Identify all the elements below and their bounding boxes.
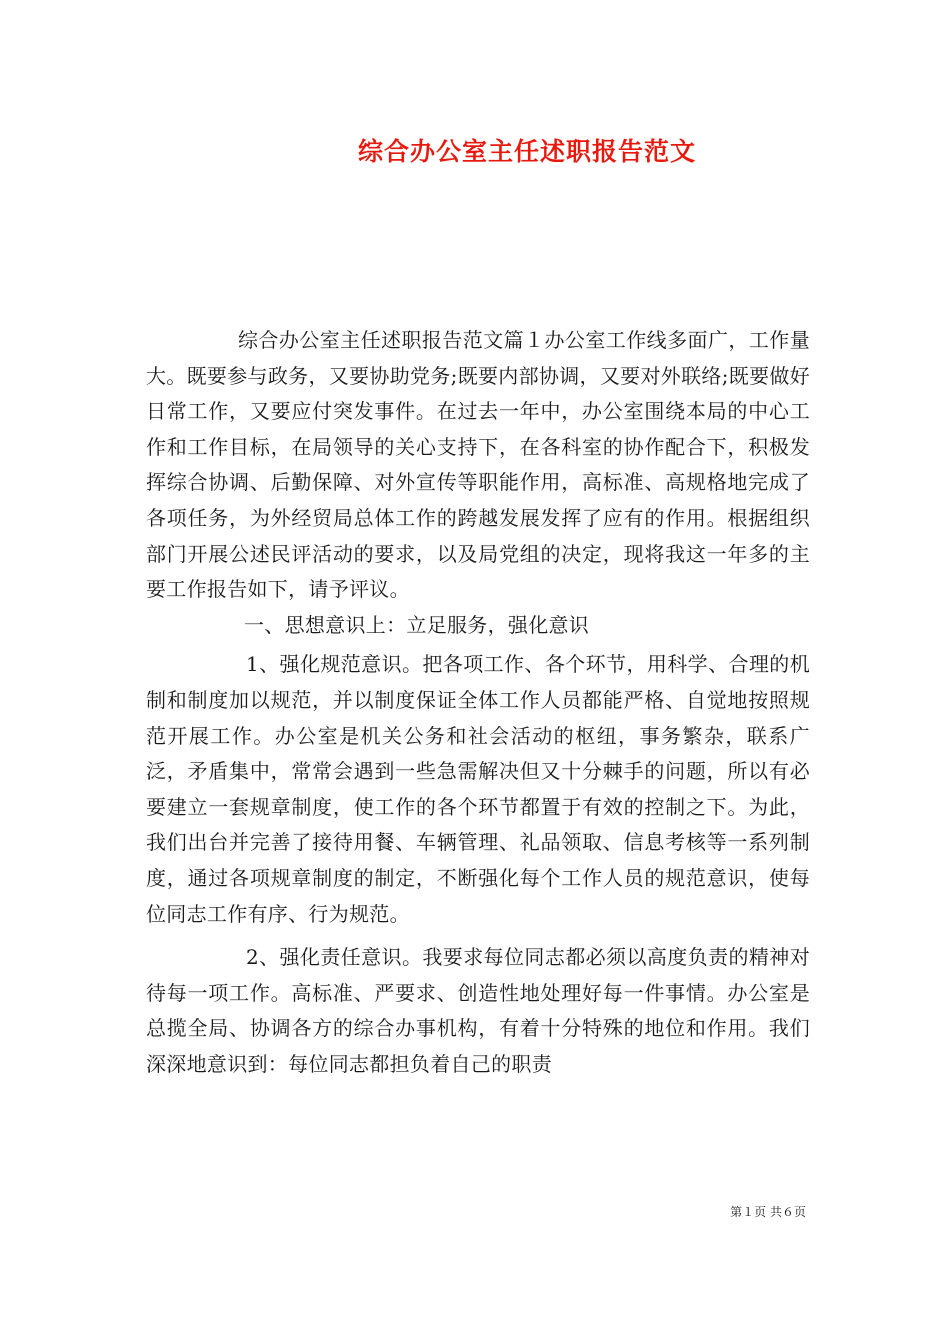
paragraph-item-2: 2、强化责任意识。我要求每位同志都必须以高度负责的精神对待每一项工作。高标准、严要求、创造性地处理好每一件事情。办公室是总揽全局、协调各方的综合办事机构，有着十分特殊的地位和作用。我们深深地意识到：每位同志都担负着自己的职责 bbox=[146, 945, 810, 1076]
document-body bbox=[146, 323, 810, 1082]
paragraph-intro: 综合办公室主任述职报告范文篇１办公室工作线多面广，工作量大。既要参与政务，又要协助党务;既要内部协调，又要对外联络;既要做好日常工作，又要应付突发事件。在过去一年中，办公室围绕本局的中心工作和工作目标，在局领导的关心支持下，在各科室的协作配合下，积极发挥综合协调、后勤保障、对外宣传等职能作用，高标准、高规格地完成了各项任务，为外经贸局总体工作的跨越发展发挥了应有的作用。根据组织部门开展公述民评活动的要求，以及局党组的决定，现将我这一年多的主要工作报告如下，请予评议。 bbox=[146, 328, 810, 602]
document-title: 综合办公室主任述职报告范文 bbox=[357, 137, 696, 166]
section-heading: 一、思想意识上：立足服务，强化意识 bbox=[244, 612, 590, 637]
paragraph-item-1: 1、强化规范意识。把各项工作、各个环节，用科学、合理的机制和制度加以规范，并以制度保证全体工作人员都能严格、自觉地按照规范开展工作。办公室是机关公务和社会活动的枢纽，事务繁杂，联系广泛，矛盾集中，常常会遇到一些急需解决但又十分棘手的问题，所以有必要建立一套规章制度，使工作的各个环节都置于有效的控制之下。为此，我们出台并完善了接待用餐、车辆管理、礼品领取、信息考核等一系列制度，通过各项规章制度的制定，不断强化每个工作人员的规范意识，使每位同志工作有序、行为规范。 bbox=[146, 652, 810, 926]
page-number: 第１页 共６页 bbox=[730, 1205, 806, 1219]
